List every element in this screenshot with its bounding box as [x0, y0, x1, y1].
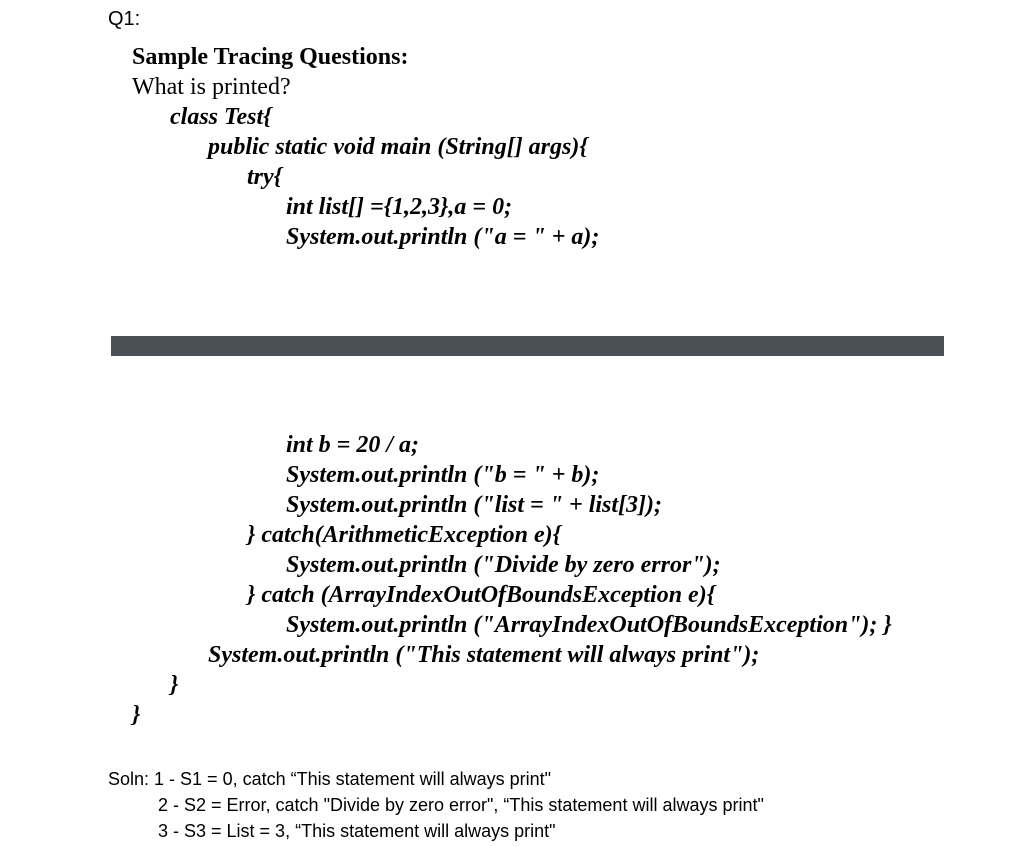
solution-line: Soln: 1 - S1 = 0, catch “This statement will always print" [108, 769, 552, 789]
code-line: System.out.println ("b = " + b); [286, 462, 600, 488]
code-line: try{ [247, 164, 283, 190]
code-line: } [170, 672, 179, 698]
solution-line: 3 - S3 = List = 3, “This statement will always print" [158, 821, 556, 841]
section-heading: Sample Tracing Questions: [132, 44, 409, 70]
code-line: System.out.println ("list = " + list[3]); [286, 492, 663, 518]
code-line: System.out.println ("ArrayIndexOutOfBoundsException"); } [286, 612, 892, 638]
code-line: } [132, 702, 141, 728]
code-line: } catch(ArithmeticException e){ [247, 522, 562, 548]
solution-line: 2 - S2 = Error, catch "Divide by zero error", “This statement will always print" [158, 795, 764, 815]
code-line: public static void main (String[] args){ [208, 134, 588, 160]
code-line: int list[] ={1,2,3},a = 0; [286, 194, 513, 220]
code-line: System.out.println ("Divide by zero error"); [286, 552, 721, 578]
code-line: } catch (ArrayIndexOutOfBoundsException e){ [247, 582, 716, 608]
question-label: Q1: [108, 8, 141, 30]
page-divider-bar [111, 336, 944, 356]
code-line: System.out.println ("This statement will always print"); [208, 642, 760, 668]
code-line: System.out.println ("a = " + a); [286, 224, 600, 250]
code-line: class Test{ [170, 104, 272, 130]
code-line: int b = 20 / a; [286, 432, 420, 458]
question-prompt: What is printed? [132, 74, 291, 100]
